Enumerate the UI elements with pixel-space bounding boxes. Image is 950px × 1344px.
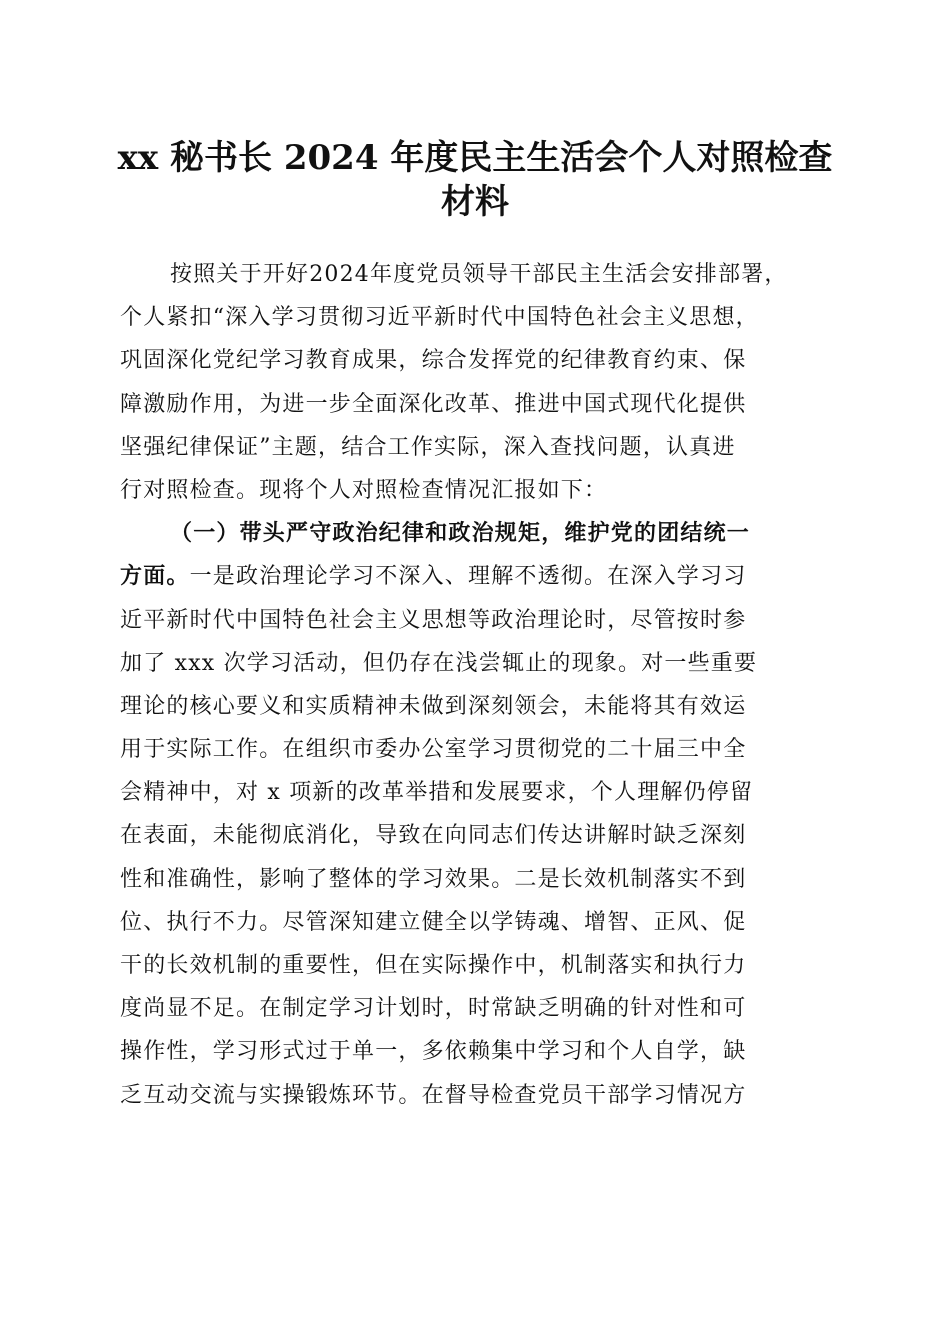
- document-title: [110, 136, 840, 224]
- document-body: [120, 253, 828, 1117]
- paragraph-line: 乏互动交流与实操锻炼环节。在督导检查党员干部学习情况方: [120, 1082, 747, 1108]
- paragraph-line: 在表面，未能彻底消化，导致在向同志们传达讲解时缺乏深刻: [120, 823, 747, 849]
- paragraph-line: 近平新时代中国特色社会主义思想等政治理论时，尽管按时参: [120, 607, 747, 633]
- paragraph-line: 坚强纪律保证”主题，结合工作实际，深入查找问题，认真进: [120, 434, 736, 460]
- paragraph-line: 性和准确性，影响了整体的学习效果。二是长效机制落实不到: [120, 866, 747, 892]
- paragraph-line: 操作性，学习形式过于单一，多依赖集中学习和个人自学，缺: [120, 1039, 747, 1065]
- paragraph-line: 按照关于开好2024年度党员领导干部民主生活会安排部署，: [170, 262, 788, 287]
- paragraph-line: 干的长效机制的重要性，但在实际操作中，机制落实和执行力: [120, 953, 747, 978]
- paragraph-line: 位、执行不力。尽管深知建立健全以学铸魂、增智、正风、促: [120, 909, 747, 935]
- title-line-1: xx 秘书长 2024 年度民主生活会个人对照检查: [117, 138, 833, 178]
- paragraph-line: [120, 555, 828, 598]
- paragraph-line: 巩固深化党纪学习教育成果，综合发挥党的纪律教育约束、保: [120, 348, 747, 374]
- paragraph-line: 障激励作用，为进一步全面深化改革、推进中国式现代化提供: [120, 391, 747, 417]
- paragraph-line: 个人紧扣“深入学习贯彻习近平新时代中国特色社会主义思想，: [120, 305, 759, 331]
- title-line-2: 材料: [441, 182, 509, 222]
- paragraph-line: 行对照检查。现将个人对照检查情况汇报如下：: [120, 477, 608, 503]
- paragraph-line: 会精神中，对 x 项新的改革举措和发展要求，个人理解仍停留: [120, 780, 754, 806]
- paragraph-line: 理论的核心要义和实质精神未做到深刻领会，未能将其有效运: [120, 693, 747, 719]
- paragraph-line: 度尚显不足。在制定学习计划时，时常缺乏明确的针对性和可: [120, 996, 747, 1022]
- section-heading: （一）带头严守政治纪律和政治规矩，维护党的团结统一: [170, 520, 751, 547]
- paragraph-line: 用于实际工作。在组织市委办公室学习贯彻党的二十届三中全: [120, 737, 747, 763]
- section-text-start: 一是政治理论学习不深入、理解不透彻。在深入学习习: [189, 564, 747, 590]
- paragraph-line: 加了 xxx 次学习活动，但仍存在浅尝辄止的现象。对一些重要: [120, 650, 758, 676]
- section-heading-end: 方面。: [120, 563, 190, 590]
